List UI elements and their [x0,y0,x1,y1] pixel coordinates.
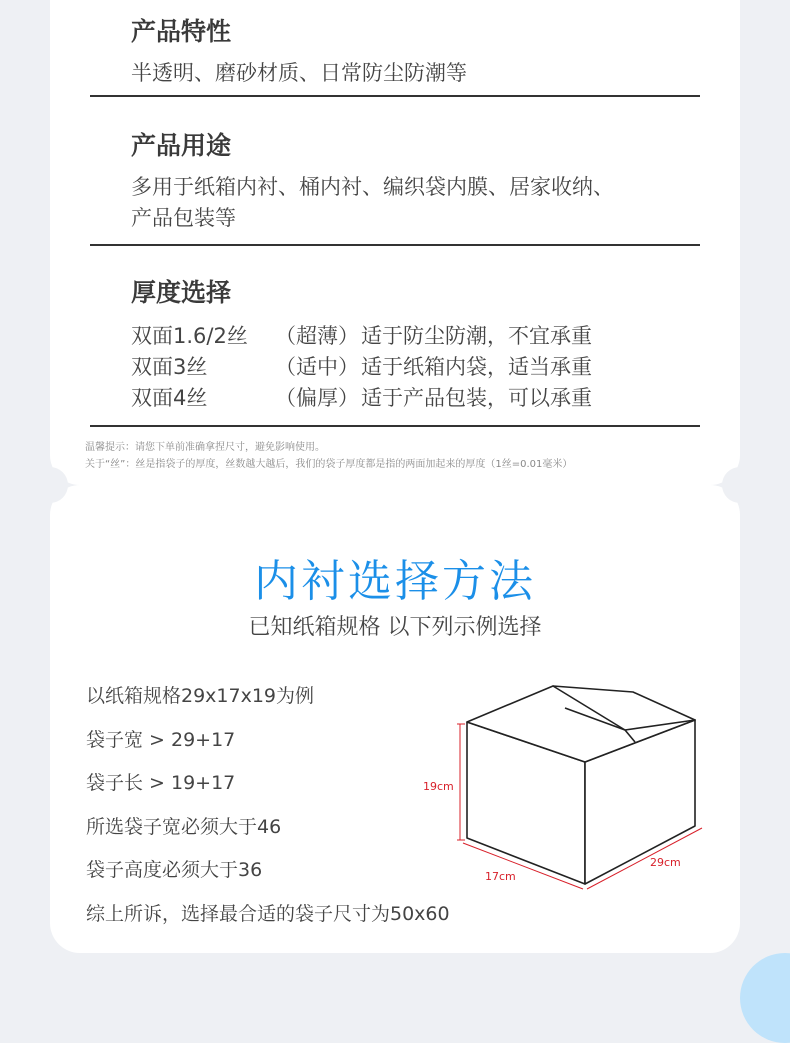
carton-box-icon [467,686,695,884]
carton-box-diagram [415,680,725,895]
features-text: 半透明、磨砂材质、日常防尘防潮等 [131,61,467,85]
divider [90,244,700,246]
example-line: 以纸箱规格29x17x19为例 [86,685,315,707]
thickness-desc: 适于防尘防潮，不宜承重 [361,324,592,348]
thickness-unit-note: 关于“丝”：丝是指袋子的厚度，丝数越大越后，我们的袋子厚度都是指的两面加起来的厚度（1丝=0.01毫米） [85,459,573,470]
example-line: 袋子长 > 19+17 [86,772,236,794]
thickness-level: （适中） [275,355,359,379]
features-title: 产品特性 [131,17,232,46]
tip-note: 温馨提示：请您下单前准确拿捏尺寸，避免影响使用。 [85,442,325,453]
thickness-level: （超薄） [275,324,359,348]
method-subtitle: 已知纸箱规格 以下列示例选择 [248,615,542,640]
divider [90,95,700,97]
method-title: 内衬选择方法 [254,556,536,607]
thickness-level: （偏厚） [275,386,359,410]
usage-title: 产品用途 [131,131,232,160]
usage-text-line1: 多用于纸箱内衬、桶内衬、编织袋内膜、居家收纳、 [131,175,614,199]
thickness-spec: 双面4丝 [131,386,208,410]
example-line: 综上所诉，选择最合适的袋子尺寸为50x60 [86,903,450,925]
example-line: 所选袋子宽必须大于46 [86,816,282,838]
card-notch-left [32,467,68,503]
divider [90,425,700,427]
height-dimension-label: 19cm [423,780,454,793]
thickness-title: 厚度选择 [131,278,232,307]
thickness-spec: 双面1.6/2丝 [131,324,248,348]
usage-text-line2: 产品包装等 [131,206,236,230]
thickness-desc: 适于纸箱内袋，适当承重 [361,355,592,379]
example-line: 袋子高度必须大于36 [86,859,263,881]
length-dimension-label: 29cm [650,856,681,869]
corner-decoration [740,953,790,1043]
card-notch-right [722,467,758,503]
thickness-spec: 双面3丝 [131,355,208,379]
width-dimension-label: 17cm [485,870,516,883]
example-line: 袋子宽 > 29+17 [86,729,236,751]
thickness-desc: 适于产品包装，可以承重 [361,386,592,410]
